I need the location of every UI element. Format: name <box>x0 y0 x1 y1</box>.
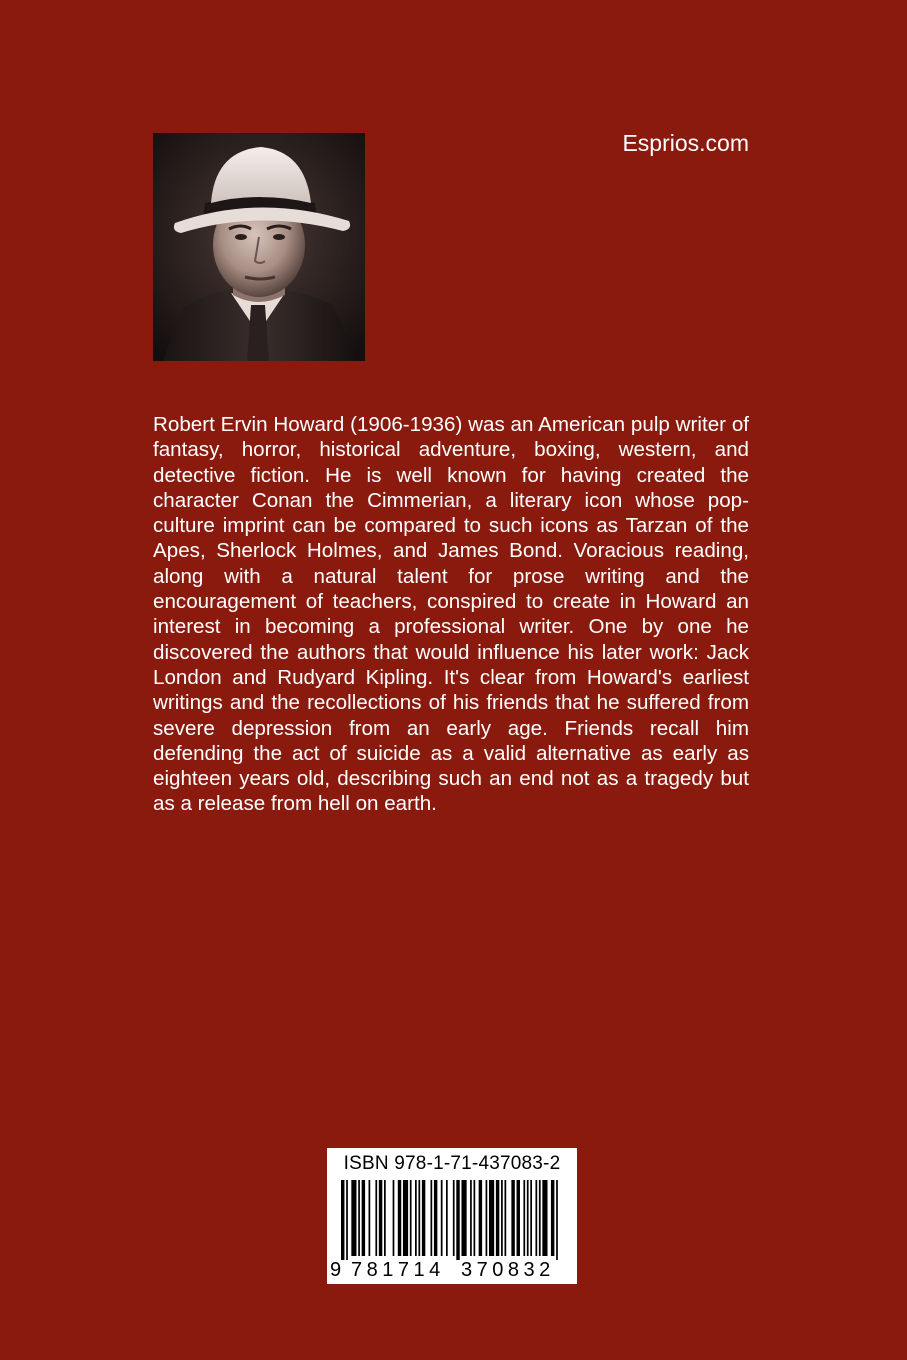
barcode-digits-right: 370832 <box>461 1259 555 1281</box>
barcode-bar <box>393 1180 395 1256</box>
barcode-bar <box>461 1180 466 1256</box>
barcode-bar <box>418 1180 420 1256</box>
barcode-bar <box>453 1180 455 1256</box>
barcode-bar <box>556 1180 558 1260</box>
barcode-bar <box>362 1180 365 1256</box>
barcode-bar <box>486 1180 488 1256</box>
barcode-bar <box>398 1180 401 1256</box>
author-portrait-image <box>153 133 365 361</box>
isbn-barcode <box>327 1148 577 1284</box>
barcode-bar <box>446 1180 448 1256</box>
barcode-bar <box>551 1180 554 1256</box>
barcode-bar <box>523 1180 525 1256</box>
barcode-bar <box>384 1180 386 1256</box>
barcode-bar <box>501 1180 503 1256</box>
barcode-bar <box>346 1180 348 1260</box>
barcode-bar <box>403 1180 408 1256</box>
barcode-bar <box>539 1180 541 1256</box>
publisher-website: Esprios.com <box>622 130 749 156</box>
barcode-bar <box>430 1180 432 1256</box>
barcode-bars <box>341 1180 563 1260</box>
barcode-bar <box>530 1180 532 1256</box>
barcode-bar <box>379 1180 382 1256</box>
barcode-bar <box>375 1180 377 1256</box>
barcode-bar <box>369 1180 371 1256</box>
barcode-bar <box>410 1180 412 1256</box>
barcode-bar <box>434 1180 437 1256</box>
barcode-bar <box>542 1180 547 1256</box>
barcode-bar <box>527 1180 529 1256</box>
barcode-bar <box>474 1180 476 1256</box>
barcode-bar <box>496 1180 499 1256</box>
barcode-bar <box>489 1180 494 1256</box>
author-photo <box>153 133 365 361</box>
barcode-bar <box>341 1180 344 1260</box>
barcode-digits-left: 781714 <box>351 1259 445 1281</box>
barcode-bar <box>504 1180 506 1256</box>
barcode-bar <box>358 1180 360 1256</box>
barcode-bar <box>535 1180 537 1256</box>
isbn-label: ISBN 978-1-71-437083-2 <box>343 1153 561 1174</box>
barcode-bar <box>351 1180 356 1256</box>
barcode-bar <box>441 1180 443 1256</box>
author-biography: Robert Ervin Howard (1906-1936) was an American pulp writer of fantasy, horror, historical adventure, boxing, western, and detective fiction. He is well known for having created the character Conan the Cimmerian, a literary icon whose pop-culture imprint can be compared to such icons as Tarzan of the Apes, Sherlock Holmes, and James Bond. Voracious reading, along with a natural talent for prose writing and the encouragement of teachers, conspired to create in Howard an interest in becoming a professional writer. One by one he discovered the authors that would influence his later work: Jack London and Rudyard Kipling. It's clear from Howard's earliest writings and the recollections of his friends that he suffered from severe depression from an early age. Friends recall him defending the act of suicide as a valid alternative as early as eighteen years old, describing such an end not as a tragedy but as a release from hell on earth. <box>153 413 749 816</box>
barcode-digit-first: 9 <box>330 1259 342 1281</box>
barcode-bar <box>511 1180 514 1256</box>
barcode-bar <box>479 1180 482 1256</box>
barcode-bar <box>422 1180 425 1256</box>
barcode-bar <box>415 1180 417 1256</box>
barcode-bar <box>456 1180 459 1260</box>
barcode-bar <box>517 1180 520 1256</box>
barcode-bar <box>470 1180 472 1256</box>
